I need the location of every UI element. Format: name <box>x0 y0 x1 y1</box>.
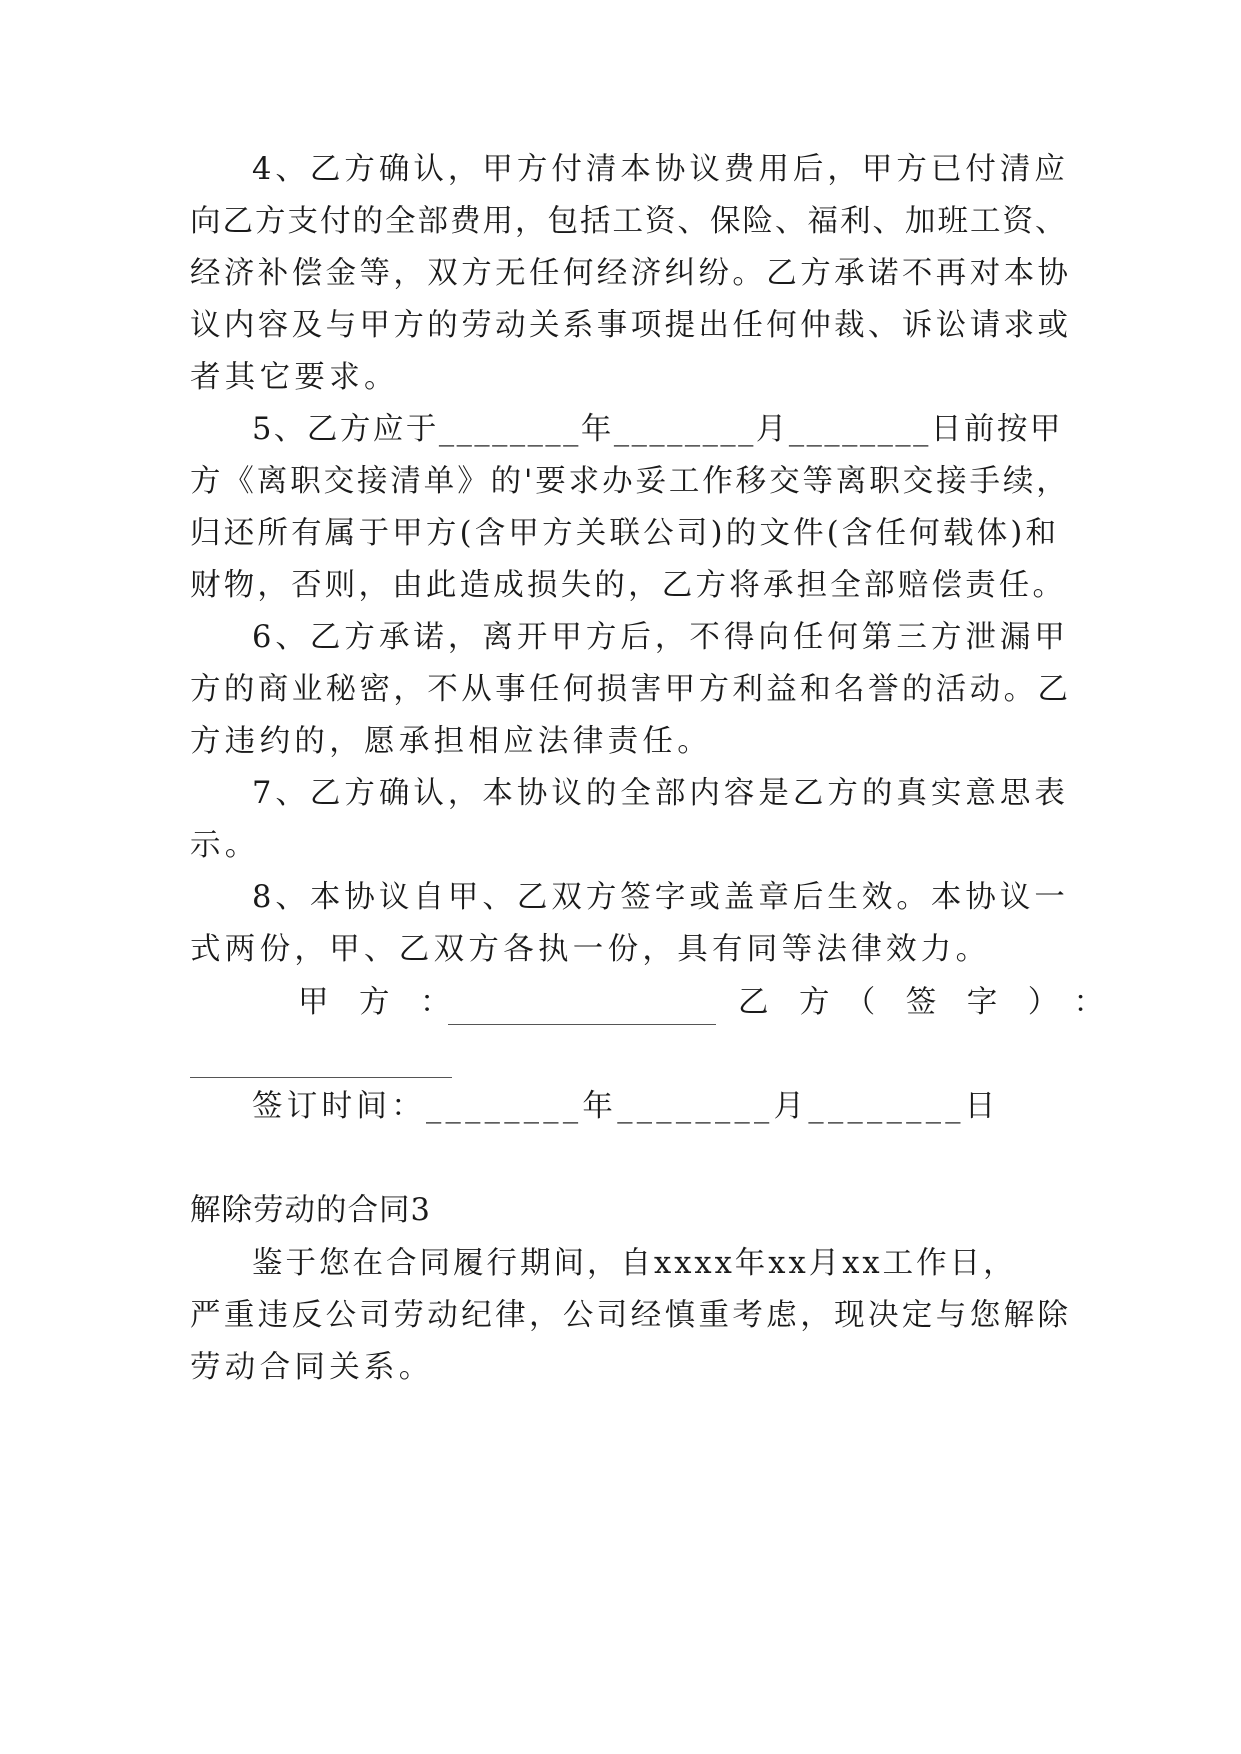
party-b-signature-blank <box>190 1077 452 1078</box>
clause-4-line-4: 议内容及与甲方的劳动关系事项提出任何仲裁、诉讼请求或 <box>190 308 1072 343</box>
section-title: 解除劳动的合同3 <box>190 1193 431 1228</box>
notice-line-3: 劳动合同关系。 <box>190 1350 434 1385</box>
signature-row <box>0 983 1241 1023</box>
clause-6-line-3: 方违约的，愿承担相应法律责任。 <box>190 724 712 759</box>
clause-6-line-1: 6、乙方承诺，离开甲方后，不得向任何第三方泄漏甲 <box>252 620 1069 655</box>
clause-6-line-2: 方的商业秘密，不从事任何损害甲方利益和名誉的活动。乙 <box>190 672 1072 707</box>
clause-4-line-5: 者其它要求。 <box>190 360 399 395</box>
clause-4-line-3: 经济补偿金等，双方无任何经济纠纷。乙方承诺不再对本协 <box>190 256 1072 291</box>
sign-date-line: 签订时间：________年________月________日 <box>252 1089 1000 1124</box>
party-a-label: 甲 方 ： <box>298 985 451 1020</box>
clause-8-line-2: 式两份，甲、乙双方各执一份，具有同等法律效力。 <box>190 932 991 967</box>
clause-5-line-3: 归还所有属于甲方(含甲方关联公司)的文件(含任何载体)和 <box>190 516 1060 551</box>
clause-5-line-2: 方《离职交接清单》的'要求办妥工作移交等离职交接手续， <box>190 464 1070 499</box>
clause-5-line-1: 5、乙方应于________年________月________日前按甲 <box>252 412 1063 447</box>
party-a-signature-blank <box>448 1024 716 1025</box>
clause-4-line-1: 4、乙方确认，甲方付清本协议费用后，甲方已付清应 <box>252 152 1069 187</box>
notice-line-2: 严重违反公司劳动纪律，公司经慎重考虑，现决定与您解除 <box>190 1298 1072 1333</box>
clause-8-line-1: 8、本协议自甲、乙双方签字或盖章后生效。本协议一 <box>252 880 1069 915</box>
clause-4-line-2: 向乙方支付的全部费用，包括工资、保险、福利、加班工资、 <box>190 204 1068 239</box>
clause-7-line-1: 7、乙方确认，本协议的全部内容是乙方的真实意思表 <box>252 776 1069 811</box>
clause-5-line-4: 财物，否则，由此造成损失的，乙方将承担全部赔偿责任。 <box>190 568 1067 603</box>
notice-line-1: 鉴于您在合同履行期间，自xxxx年xx月xx工作日， <box>252 1246 1017 1281</box>
party-b-label: 乙 方 （ 签 字 ） ： <box>738 985 1104 1020</box>
clause-7-line-2: 示。 <box>190 828 260 863</box>
